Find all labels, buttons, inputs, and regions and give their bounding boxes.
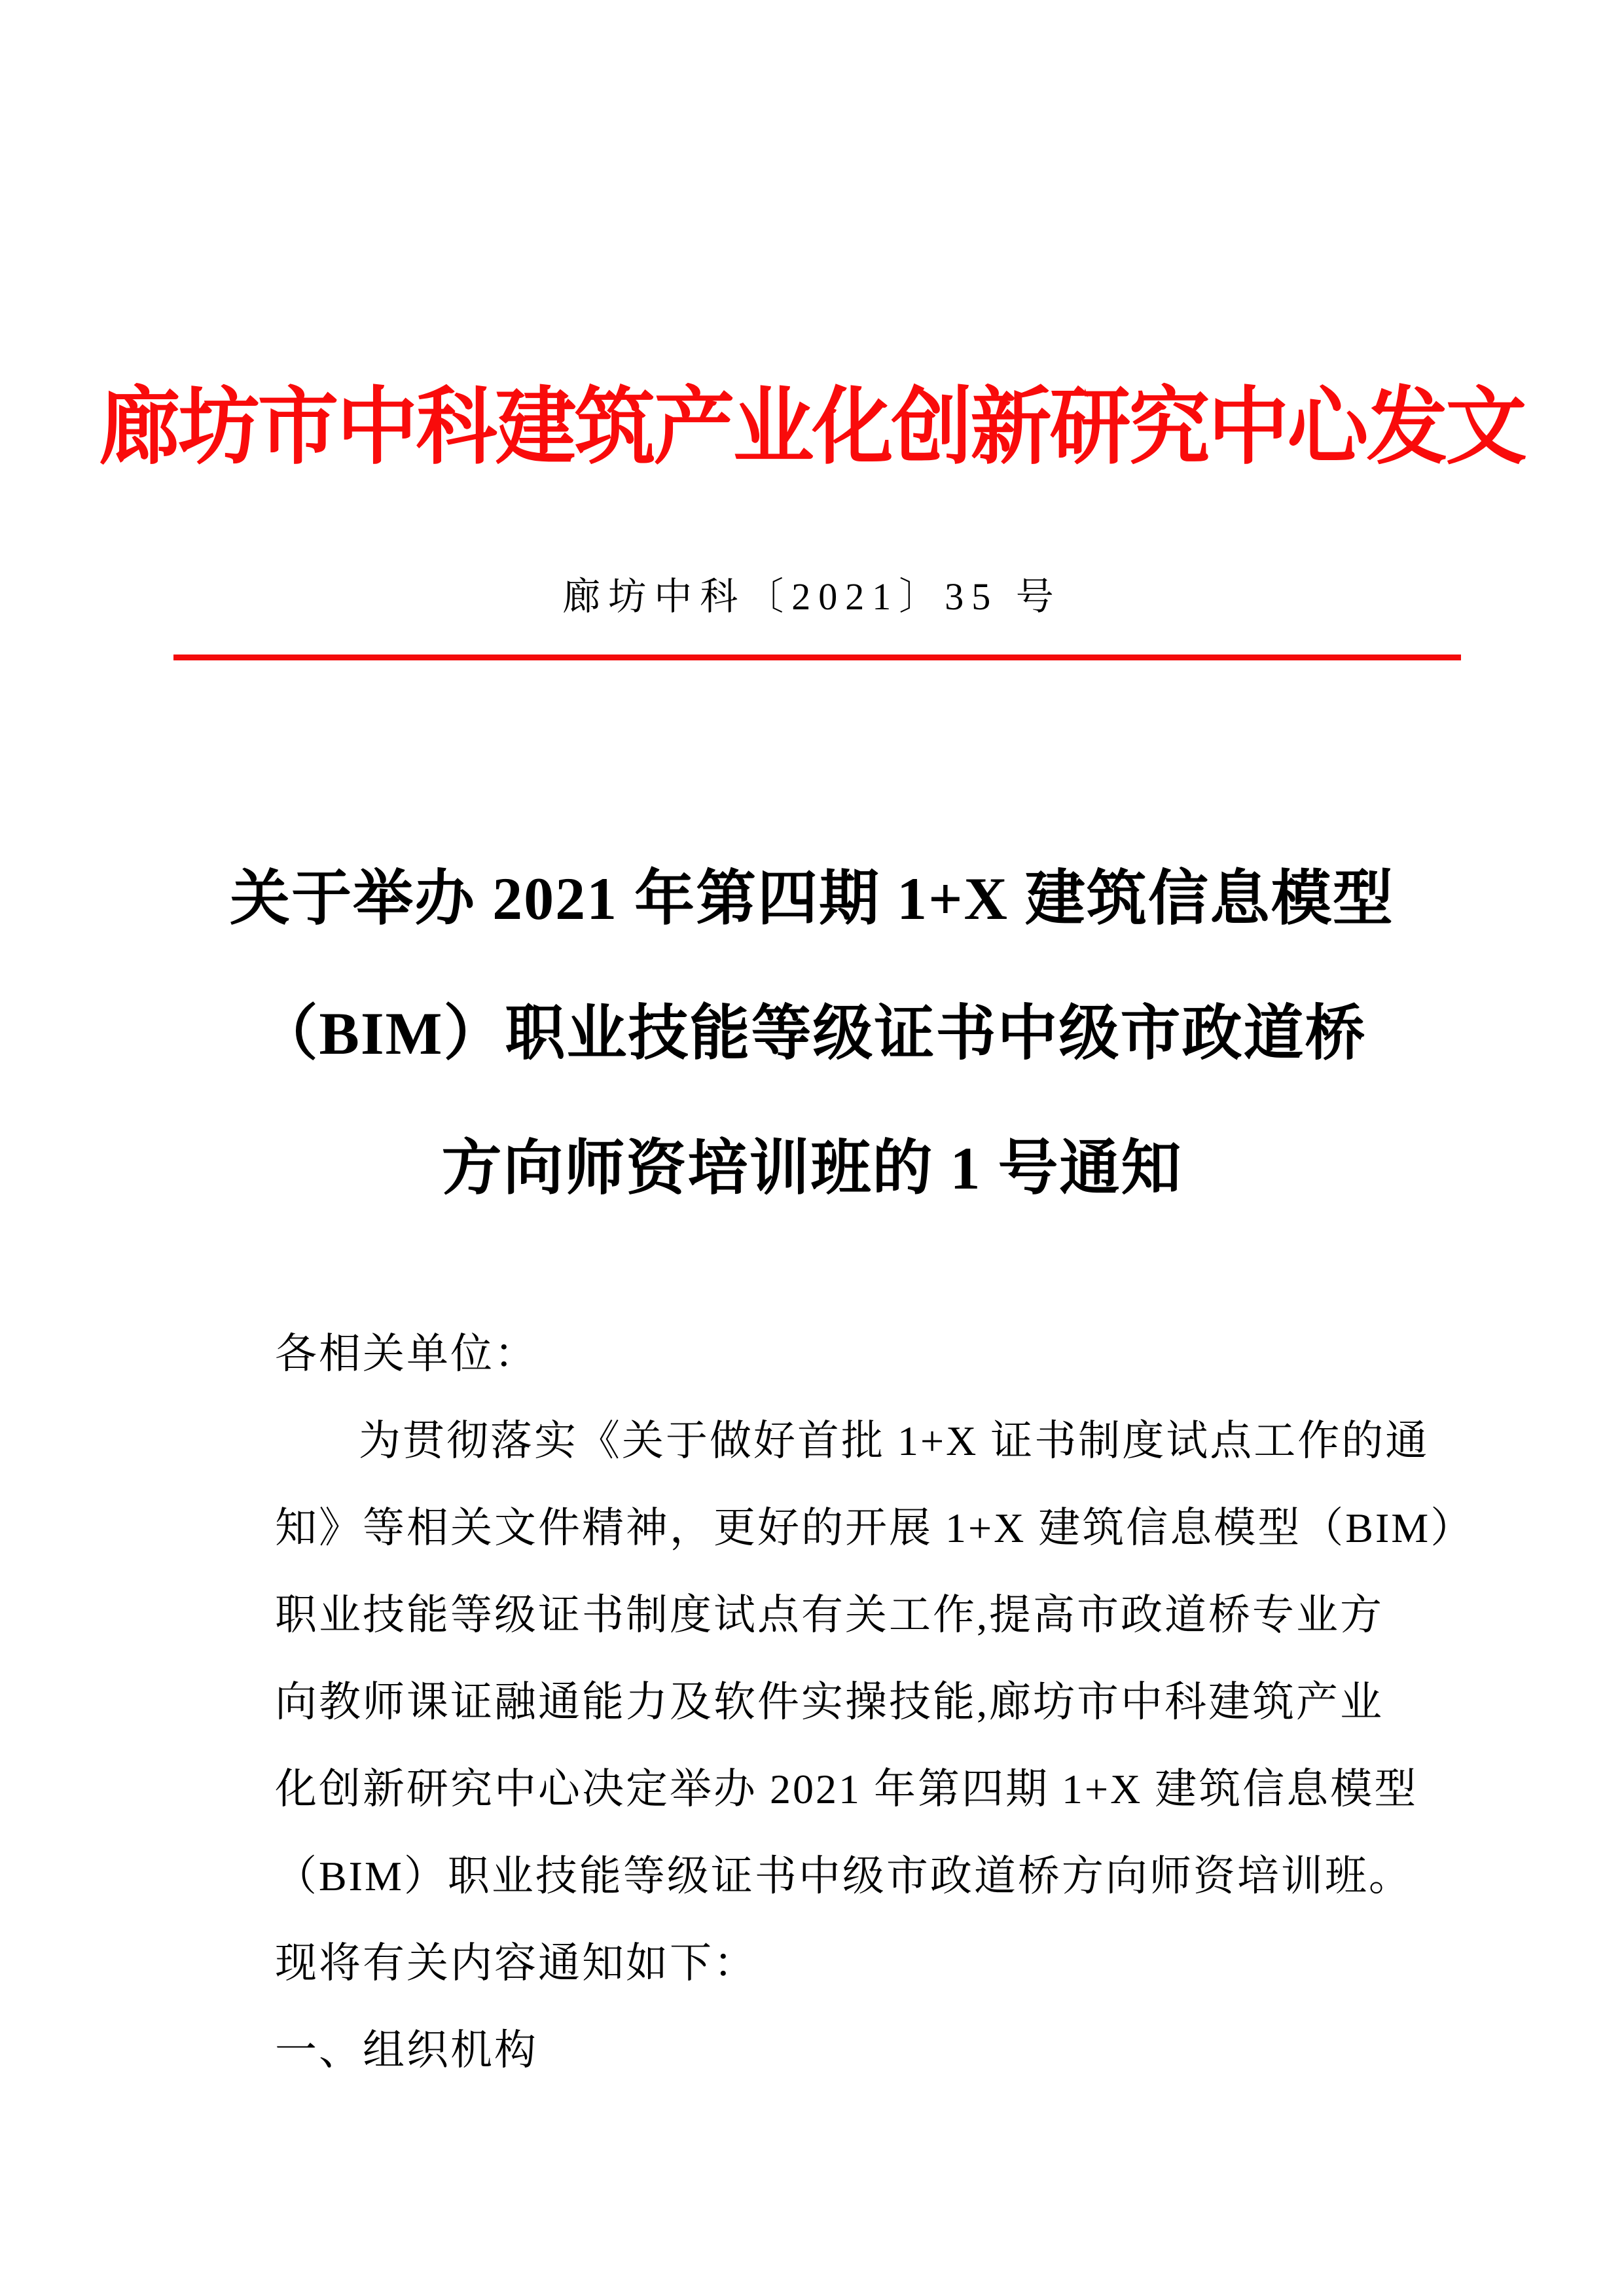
body-line-3: 职业技能等级证书制度试点有关工作,提高市政道桥专业方 bbox=[275, 1592, 1384, 1638]
body-line-5: 化创新研究中心决定举办 2021 年第四期 1+X 建筑信息模型 bbox=[275, 1766, 1418, 1812]
doc-title-line-1: 关于举办 2021 年第四期 1+X 建筑信息模型 bbox=[230, 865, 1394, 932]
red-divider-rule bbox=[173, 655, 1461, 660]
red-header-title: 廊坊市中科建筑产业化创新研究中心发文 bbox=[99, 381, 1525, 475]
body-text bbox=[275, 1310, 1475, 2094]
doc-title-line-2: （BIM）职业技能等级证书中级市政道桥 bbox=[257, 1000, 1367, 1067]
body-line-4: 向教师课证融通能力及软件实操技能,廊坊市中科建筑产业 bbox=[275, 1679, 1384, 1725]
salutation: 各相关单位： bbox=[275, 1331, 538, 1377]
doc-title-line-3: 方向师资培训班的 1 号通知 bbox=[441, 1135, 1183, 1202]
body-line-1: 为贯彻落实《关于做好首批 1+X 证书制度试点工作的通 bbox=[359, 1418, 1430, 1464]
body-line-2: 知》等相关文件精神，更好的开展 1+X 建筑信息模型（BIM） bbox=[275, 1505, 1475, 1551]
doc-number: 廊坊中科〔2021〕35 号 bbox=[562, 575, 1062, 618]
section-heading-1: 一、组织机构 bbox=[275, 2027, 538, 2073]
body-line-6: （BIM）职业技能等级证书中级市政道桥方向师资培训班。 bbox=[275, 1853, 1413, 1899]
body-line-7: 现将有关内容通知如下： bbox=[275, 1940, 757, 1986]
doc-title bbox=[0, 831, 1624, 1236]
